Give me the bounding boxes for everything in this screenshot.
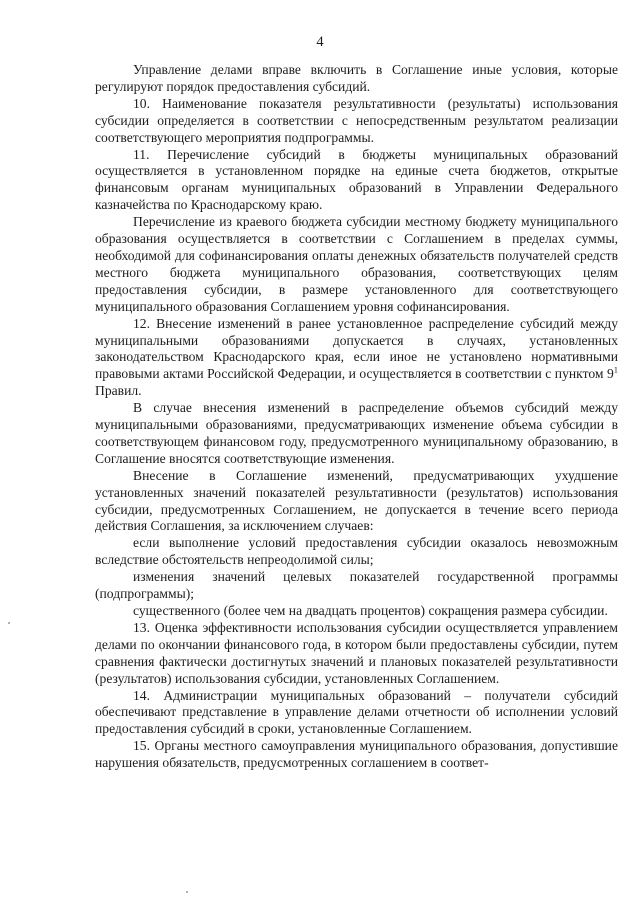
paragraph-12-distribution-changes <box>95 316 618 401</box>
document-body <box>95 62 618 772</box>
paragraph-agreement-amendments: Внесение в Соглашение изменений, предусматривающих ухудшение установленных значений показателей результативности (результатов) использования субсидии, предусмотренных Соглашением, не допускается в течение всего периода действия Соглашения, за исключением случаев: <box>95 467 618 534</box>
paragraph-15-violations: 15. Органы местного самоуправления муниципального образования, допустившие нарушения обязательств, предусмотренных соглашением в соответ- <box>95 738 618 771</box>
paragraph-12-tail: Правил. <box>95 383 142 399</box>
list-item-subsidy-reduction: существенного (более чем на двадцать процентов) сокращения размера субсидии. <box>133 603 608 618</box>
paragraph-10-indicator-name: 10. Наименование показателя результативности (результаты) использования субсидии определяется в соответствии с непосредственным результатом реализации соответствующего мероприятия подпрограммы. <box>95 95 618 145</box>
paragraph-12-superscript: 1 <box>613 364 618 375</box>
paragraph-other-conditions: Управление делами вправе включить в Соглашение иные условия, которые регулируют порядок предоставления субсидий. <box>95 62 618 94</box>
list-item-force-majeure: если выполнение условий предоставления субсидии оказалось невозможным вследствие обстоятельств непреодолимой силы; <box>95 535 618 568</box>
paragraph-14-reporting: 14. Администрации муниципальных образований – получатели субсидий обеспечивают представление в управление делами отчетности об исполнении условий предоставления субсидий в сроки, установленные Соглашением. <box>95 687 618 737</box>
paragraph-volume-changes: В случае внесения изменений в распределение объемов субсидий между муниципальными образованиями, предусматривающих изменение объема субсидии в соответствующем финансовом году, предусмотренного муниципальному образованию, в Соглашение вносятся соответствующие изменения. <box>95 400 618 466</box>
scan-speck <box>186 891 188 893</box>
paragraph-12-text: 12. Внесение изменений в ранее установленное распределение субсидий между муниципальными образованиями допускается в случаях, установленных законодательством Краснодарского края, если иное не установлено нормативными правовыми актами Российской Федерации, и осуществляется в соответствии с пунктом 9 <box>95 315 618 382</box>
paragraph-11-transfer-of-subsidies: 11. Перечисление субсидий в бюджеты муниципальных образований осуществляется в установленном порядке на единые счета бюджетов, открытые финансовым органам муниципальных образований в Управлении Федерального казначейства по Краснодарскому краю. <box>95 146 618 213</box>
page-number: 4 <box>316 34 324 50</box>
paragraph-regional-budget-transfer: Перечисление из краевого бюджета субсидии местному бюджету муниципального образования осуществляется в соответствии с Соглашением в пределах суммы, необходимой для софинансирования оплаты денежных обязательств получателей средств местного бюджета муниципального образования, соответствующих целям предоставления субсидии, в размере установленного для соответствующего муниципального образования Соглашением уровня софинансирования. <box>95 214 618 314</box>
paragraph-13-efficiency-evaluation: 13. Оценка эффективности использования субсидии осуществляется управлением делами по окончании финансового года, в котором были предоставлены субсидии, путем сравнения фактически достигнутых значений и плановых показателей результативности (результатов) использования субсидии, установленных Соглашением. <box>95 619 618 686</box>
list-item-program-indicators: изменения значений целевых показателей государственной программы (подпрограммы); <box>95 569 618 602</box>
scan-speck <box>8 622 10 624</box>
